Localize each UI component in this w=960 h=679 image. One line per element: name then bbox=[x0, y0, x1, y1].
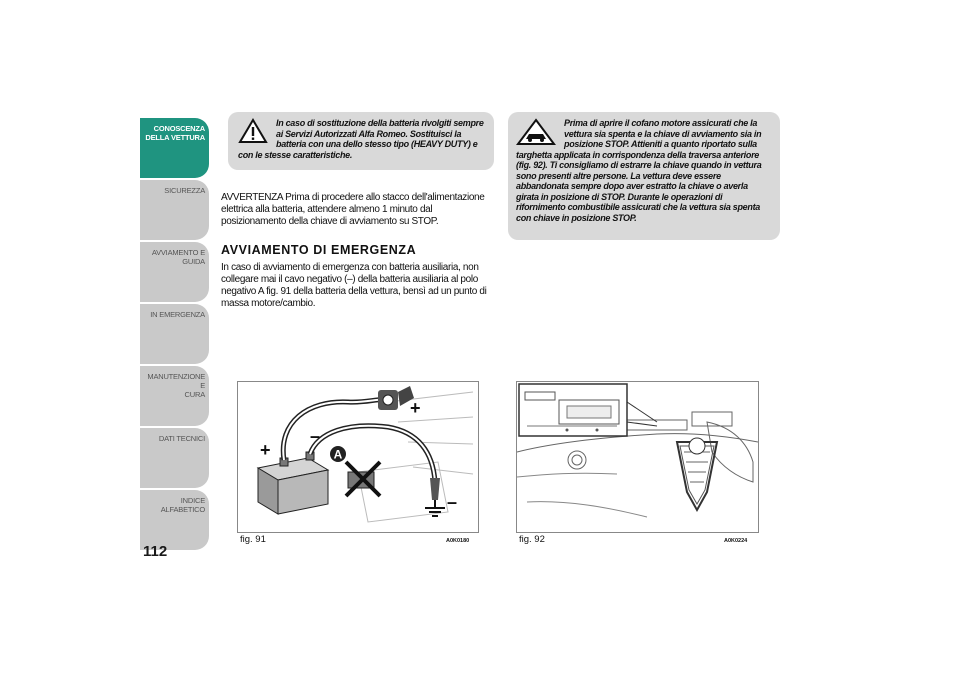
marker-a-label: A bbox=[333, 447, 343, 462]
section-heading: AVVIAMENTO DI EMERGENZA bbox=[221, 243, 417, 257]
ground-minus-sign: – bbox=[447, 492, 458, 512]
paragraph-avvertenza: AVVERTENZA Prima di procedere allo stacco dell'alimentazione elettrica alla batteria, attendere almeno 1 minuto dal posizionamento della chiave di avviamento su STOP. bbox=[221, 192, 485, 227]
sidebar-item-emergenza[interactable] bbox=[140, 304, 209, 364]
sidebar-item-avviamento[interactable] bbox=[140, 242, 209, 302]
page-number: 112 bbox=[143, 543, 168, 560]
figure-91-label: fig. 91 bbox=[240, 534, 266, 545]
warning-text-bonnet: Prima di aprire il cofano motore assicurati che la vettura sia spenta e la chiave di avviamento sia in posizione STOP. Attieniti a quanto riportato sulla targhetta applicata in corrispondenza della traversa anteriore (fig. 92). Ti consigliamo di estrarre la chiave quando in vettura sono presenti altre persone. La vettura deve essere abbandonata sempre dopo aver estratto la chiave o averla girata in posizione di STOP. Durante le operazioni di rifornimento combustibile assicurati che la vettura sia spenta con chiave in posizione STOP. bbox=[516, 118, 762, 223]
sidebar-item-conoscenza[interactable] bbox=[140, 118, 209, 178]
paragraph-emergenza: In caso di avviamento di emergenza con batteria ausiliaria, non collegare mai il cavo negativo (–) della batteria ausiliaria al polo negativo A fig. 91 della batteria della vettura, bensì ad un punto di massa motore/cambio. bbox=[221, 262, 487, 309]
warning-box-battery bbox=[228, 112, 494, 170]
vehicle-plus-sign: + bbox=[410, 398, 421, 418]
sidebar-item-label: CONOSCENZA DELLA VETTURA bbox=[145, 124, 205, 142]
sidebar-item-label: INDICE ALFABETICO bbox=[160, 496, 205, 514]
warning-triangle-icon bbox=[238, 118, 268, 144]
figure-91-code: A0K0180 bbox=[446, 538, 470, 544]
warning-text-battery: In caso di sostituzione della batteria rivolgiti sempre ai Servizi Autorizzati Alfa Romeo. Sostituisci la batteria con una dello stesso tipo (HEAVY DUTY) e con le stesse caratteristiche. bbox=[238, 118, 484, 160]
sidebar-item-label: SICUREZZA bbox=[164, 186, 205, 195]
aux-minus-sign: – bbox=[310, 426, 321, 446]
sidebar-item-label: MANUTENZIONE E CURA bbox=[147, 372, 205, 399]
brand-badge-icon bbox=[689, 438, 705, 454]
auxiliary-battery bbox=[258, 452, 328, 514]
chapter-sidebar bbox=[140, 118, 209, 552]
sidebar-item-sicurezza[interactable] bbox=[140, 180, 209, 240]
figure-92-label: fig. 92 bbox=[519, 534, 545, 545]
caution-car-icon bbox=[516, 118, 556, 146]
label-detail-inset bbox=[519, 384, 657, 436]
sidebar-item-label: AVVIAMENTO E GUIDA bbox=[151, 248, 205, 266]
sidebar-item-dati-tecnici[interactable] bbox=[140, 428, 209, 488]
figure-92-code: A0K0224 bbox=[724, 538, 748, 544]
figure-bonnet-label bbox=[516, 381, 759, 533]
sidebar-item-label: DATI TECNICI bbox=[158, 434, 205, 443]
jump-start-illustration bbox=[238, 382, 478, 532]
sidebar-item-label: IN EMERGENZA bbox=[150, 310, 205, 319]
figure-jump-start bbox=[237, 381, 479, 533]
warning-box-bonnet bbox=[508, 112, 780, 240]
car-front-illustration bbox=[517, 382, 758, 532]
aux-plus-sign: + bbox=[260, 440, 271, 460]
sidebar-item-indice[interactable] bbox=[140, 490, 209, 550]
sidebar-item-manutenzione[interactable] bbox=[140, 366, 209, 426]
